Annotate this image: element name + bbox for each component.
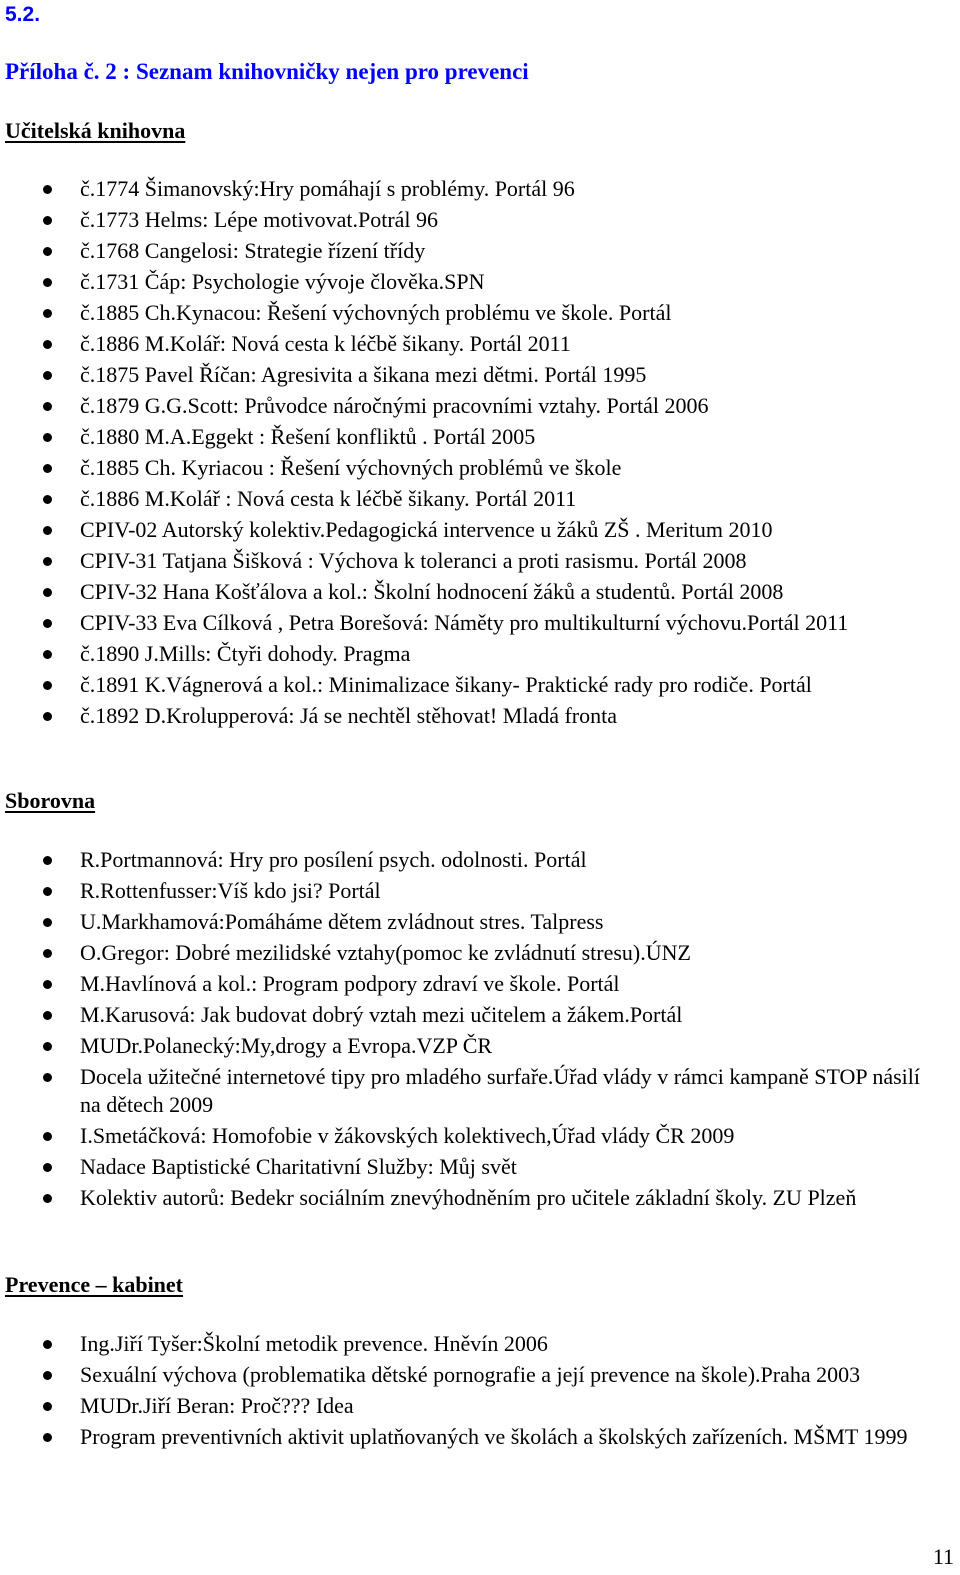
list-item [0,454,940,482]
list-item [0,970,940,998]
list-item-text: Ing.Jiří Tyšer:Školní metodik prevence. Hněvín 2006 [80,1331,548,1356]
list-item-text: Kolektiv autorů: Bedekr sociálním znevýhodněním pro učitele základní školy. ZU Plzeň [80,1185,857,1210]
list-item [0,516,940,544]
bullet-icon [43,949,52,958]
bullet-icon [43,1402,52,1411]
heading-staff-room: Sborovna [5,788,96,813]
bullet-icon [43,557,52,566]
bullet-icon [43,247,52,256]
bullet-icon [43,371,52,380]
bullet-icon [43,918,52,927]
list-item-text: Nadace Baptistické Charitativní Služby: Můj svět [80,1154,517,1179]
list-item-text: č.1890 J.Mills: Čtyři dohody. Pragma [80,641,411,666]
bullet-icon [43,278,52,287]
list-item-text: č.1768 Cangelosi: Strategie řízení třídy [80,238,426,263]
list-item [0,237,940,265]
list-item-text: č.1886 M.Kolář: Nová cesta k léčbě šikany. Portál 2011 [80,331,571,356]
list-item [0,1392,940,1420]
bullet-icon [43,1371,52,1380]
list-item [0,1184,940,1212]
bullet-icon [43,185,52,194]
bullet-icon [43,650,52,659]
appendix-title: Příloha č. 2 : Seznam knihovničky nejen pro prevenci [5,59,529,84]
bullet-icon [43,980,52,989]
list-item [0,299,940,327]
heading-teacher-library: Učitelská knihovna [5,118,186,143]
list-item [0,1330,940,1358]
list-item [0,877,940,905]
list-item-text: MUDr.Jiří Beran: Proč??? Idea [80,1393,354,1418]
bullet-icon [43,309,52,318]
staff-room-list [0,846,940,1215]
bullet-icon [43,1194,52,1203]
bullet-icon [43,619,52,628]
list-item-text: č.1773 Helms: Lépe motivovat.Potrál 96 [80,207,439,232]
bullet-icon [43,495,52,504]
bullet-icon [43,856,52,865]
list-item-text: č.1731 Čáp: Psychologie vývoje člověka.SPN [80,269,485,294]
list-item-text: U.Markhamová:Pomáháme dětem zvládnout stres. Talpress [80,909,604,934]
list-item [0,330,940,358]
bullet-icon [43,1340,52,1349]
list-item-text: CPIV-32 Hana Košťálova a kol.: Školní hodnocení žáků a studentů. Portál 2008 [80,579,784,604]
list-item [0,423,940,451]
list-item [0,485,940,513]
list-item-text: CPIV-02 Autorský kolektiv.Pedagogická intervence u žáků ZŠ . Meritum 2010 [80,517,773,542]
list-item [0,1063,940,1119]
list-item-text: O.Gregor: Dobré mezilidské vztahy(pomoc ke zvládnutí stresu).ÚNZ [80,940,691,965]
bullet-icon [43,216,52,225]
list-item [0,578,940,606]
list-item [0,1153,940,1181]
list-item-text: Docela užitečné internetové tipy pro mladého surfaře.Úřad vlády v rámci kampaně STOP násilí na dětech 2009 [80,1064,920,1117]
list-item [0,640,940,668]
list-item-text: R.Portmannová: Hry pro posílení psych. odolnosti. Portál [80,847,587,872]
bullet-icon [43,1132,52,1141]
bullet-icon [43,464,52,473]
bullet-icon [43,887,52,896]
bullet-icon [43,588,52,597]
list-item-text: Program preventivních aktivit uplatňovaných ve školách a školských zařízeních. MŠMT 1999 [80,1424,908,1449]
list-item-text: I.Smetáčková: Homofobie v žákovských kolektivech,Úřad vlády ČR 2009 [80,1123,735,1148]
page-number: 11 [932,1544,954,1569]
list-item-text: CPIV-31 Tatjana Šišková : Výchova k toleranci a proti rasismu. Portál 2008 [80,548,747,573]
bullet-icon [43,402,52,411]
list-item [0,671,940,699]
list-item-text: č.1774 Šimanovský:Hry pomáhají s problémy. Portál 96 [80,176,575,201]
bullet-icon [43,712,52,721]
list-item-text: R.Rottenfusser:Víš kdo jsi? Portál [80,878,381,903]
list-item-text: Sexuální výchova (problematika dětské pornografie a její prevence na škole).Praha 2003 [80,1362,861,1387]
list-item-text: č.1879 G.G.Scott: Průvodce náročnými pracovními vztahy. Portál 2006 [80,393,709,418]
list-item [0,392,940,420]
list-item [0,268,940,296]
list-item-text: č.1880 M.A.Eggekt : Řešení konfliktů . Portál 2005 [80,424,536,449]
bullet-icon [43,1042,52,1051]
list-item [0,702,940,730]
list-item [0,547,940,575]
list-item-text: č.1891 K.Vágnerová a kol.: Minimalizace šikany- Praktické rady pro rodiče. Portál [80,672,812,697]
list-item [0,846,940,874]
list-item-text: MUDr.Polanecký:My,drogy a Evropa.VZP ČR [80,1033,493,1058]
list-item-text: č.1886 M.Kolář : Nová cesta k léčbě šikany. Portál 2011 [80,486,577,511]
bullet-icon [43,1073,52,1082]
list-item [0,609,940,637]
list-item [0,939,940,967]
list-item-text: č.1885 Ch.Kynacou: Řešení výchovných problému ve škole. Portál [80,300,672,325]
heading-prevention-cabinet: Prevence – kabinet [5,1272,184,1297]
list-item-text: č.1875 Pavel Říčan: Agresivita a šikana mezi dětmi. Portál 1995 [80,362,647,387]
list-item [0,908,940,936]
bullet-icon [43,526,52,535]
list-item [0,1032,940,1060]
list-item-text: č.1885 Ch. Kyriacou : Řešení výchovných problémů ve škole [80,455,622,480]
list-item [0,206,940,234]
list-item-text: č.1892 D.Krolupperová: Já se nechtěl stěhovat! Mladá fronta [80,703,617,728]
list-item [0,1361,940,1389]
list-item [0,1122,940,1150]
bullet-icon [43,340,52,349]
section-number: 5.2. [5,3,41,26]
list-item [0,175,940,203]
bullet-icon [43,1433,52,1442]
list-item-text: M.Havlínová a kol.: Program podpory zdraví ve škole. Portál [80,971,620,996]
bullet-icon [43,1011,52,1020]
list-item-text: CPIV-33 Eva Cílková , Petra Borešová: Náměty pro multikulturní výchovu.Portál 2011 [80,610,849,635]
list-item [0,361,940,389]
teacher-library-list [0,175,940,733]
list-item [0,1001,940,1029]
prevention-cabinet-list [0,1330,940,1454]
list-item-text: M.Karusová: Jak budovat dobrý vztah mezi učitelem a žákem.Portál [80,1002,683,1027]
list-item [0,1423,940,1451]
bullet-icon [43,681,52,690]
bullet-icon [43,1163,52,1172]
bullet-icon [43,433,52,442]
